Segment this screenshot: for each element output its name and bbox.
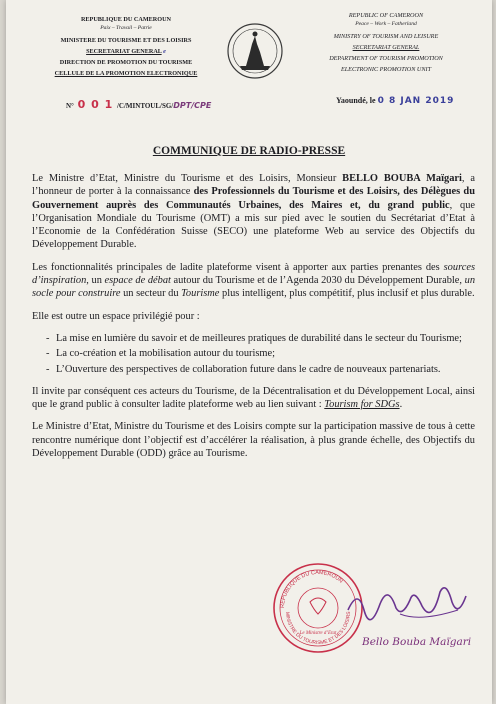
date-line xyxy=(336,96,454,106)
reference-handwritten-code: DPT/CPE xyxy=(173,101,212,110)
header-left-direction: DIRECTION DE PROMOTION DU TOURISME xyxy=(59,59,193,66)
list-item: - L’Ouverture des perspectives de collaboration future dans le cadre de nouveaux partenariats. xyxy=(46,363,475,376)
header-right xyxy=(306,10,466,75)
document-body xyxy=(32,172,475,469)
paragraph-closing: Le Ministre d’Etat, Ministre du Tourisme et des Loisirs compte sur la participation massive de tous à cette rencontre numérique dont l’objectif est d’accélérer la réalisation, à plus grande échelle, des Objectifs du Développement Durable (ODD) grâce au Tourisme. xyxy=(32,421,475,460)
list-item: - La co-création et la mobilisation autour du tourisme; xyxy=(46,347,475,360)
tourism-emblem-logo xyxy=(226,22,284,80)
tourism-for-sdgs-link[interactable]: Tourism for SDGs xyxy=(324,399,400,411)
reference-prefix: N° xyxy=(66,102,74,110)
list-item: - La mise en lumière du savoir et de meilleures pratiques de durabilité dans le secteur du Tourisme; xyxy=(46,332,475,345)
svg-text:REPUBLIQUE DU CAMEROUN: REPUBLIQUE DU CAMEROUN xyxy=(279,569,344,609)
header-left-secretariat: SECRETARIAT GENERAL e xyxy=(86,48,166,55)
paragraph-invitation: Il invite par conséquent ces acteurs du Tourisme, de la Décentralisation et du Développement Local, ainsi que le grand public à consulter ladite plateforme web au lien suivant : Tourism for SDGs. xyxy=(32,385,475,411)
header-left-motto: Paix – Travail – Patrie xyxy=(100,25,152,31)
document-title: COMMUNIQUE DE RADIO-PRESSE xyxy=(152,145,346,157)
paragraph-announcement: Le Ministre d’Etat, Ministre du Tourisme et des Loisirs, Monsieur BELLO BOUBA Maïgari, a l’honneur de porter à la connaissance des Professionnels du Tourisme et des Loisirs, des Délègues du Gouvernement auprès des Communautés Urbaines, des Maires et, du grand public, que l’Organisation Mondiale du Tourisme (OMT) a mis sur pied avec le soutien du Secrétariat d’Etat à l’Economie de la Confédération Suisse (SECO) une plateforme Web au service des Objectifs du Développement Durable. xyxy=(32,173,476,251)
header-right-department: DEPARTMENT OF TOURISM PROMOTION xyxy=(329,55,443,62)
header-right-country: REPUBLIC OF CAMEROON xyxy=(348,12,424,19)
benefits-list xyxy=(46,332,475,376)
header-right-motto: Peace – Work – Fatherland xyxy=(355,21,417,27)
reference-handwritten-number: 0 0 1 xyxy=(77,98,114,111)
header-left xyxy=(46,14,206,79)
header-right-secretariat: SECRETARIAT GENERAL xyxy=(352,44,420,51)
header-right-unit: ELECTRONIC PROMOTION UNIT xyxy=(340,66,432,73)
secretariat-handwritten-mark: e xyxy=(163,48,166,55)
header-right-ministry: MINISTRY OF TOURISM AND LEISURE xyxy=(333,33,439,40)
svg-text:Le Ministre d’Etat: Le Ministre d’Etat xyxy=(299,631,337,636)
header-left-ministry: MINISTERE DU TOURISME ET DES LOISIRS xyxy=(60,37,192,44)
document-page xyxy=(6,0,492,704)
handwritten-signature xyxy=(340,574,480,644)
paragraph-intro-list: Elle est outre un espace privilégié pour : xyxy=(32,310,200,322)
signatory-name: Bello Bouba Maïgari xyxy=(362,636,472,648)
date-stamp: 0 8 JAN 2019 xyxy=(377,96,455,106)
reference-suffix: /C/MINTOUL/SG/ xyxy=(116,102,174,110)
svg-text:MINISTRE DU TOURISME ET DES LO: MINISTRE DU TOURISME ET DES LOISIRS xyxy=(283,611,353,647)
header-left-country: REPUBLIQUE DU CAMEROUN xyxy=(80,16,172,23)
header-left-unit: CELLULE DE LA PROMOTION ELECTRONIQUE xyxy=(54,70,198,77)
date-label: Yaoundé, le xyxy=(336,96,376,105)
reference-number xyxy=(66,98,211,111)
paragraph-features: Les fonctionnalités principales de ladite plateforme visent à apporter aux parties prenantes des sources d’inspiration, un espace de débat autour du Tourisme et de l’Agenda 2030 du Développement Durable, un socle pour construire un secteur du Tourisme plus intelligent, plus compétitif, plus inclusif et plus durable. xyxy=(32,261,476,300)
